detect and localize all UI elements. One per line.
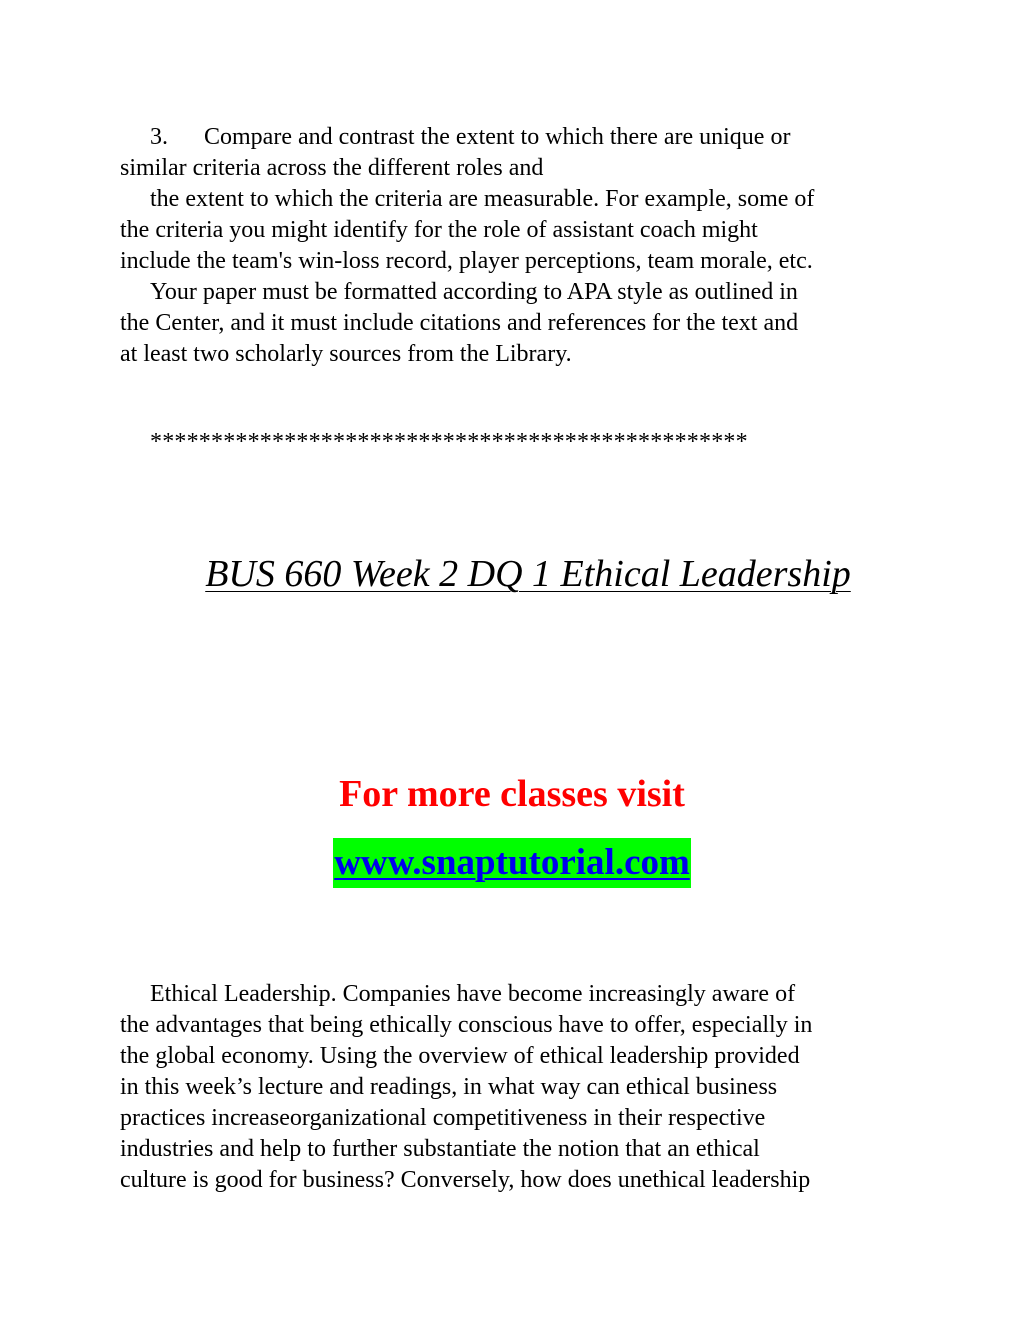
body-line-7: culture is good for business? Conversely, how does unethical leadership xyxy=(120,1167,811,1193)
snaptutorial-link[interactable]: www.snaptutorial.com xyxy=(333,838,691,888)
question-3-line-5: include the team's win-loss record, player perceptions, team morale, etc. xyxy=(120,248,813,274)
question-3-line-1: Compare and contrast the extent to which there are unique or xyxy=(204,124,791,150)
question-3-number: 3. xyxy=(150,124,168,150)
promo-heading: For more classes visit xyxy=(339,773,685,815)
body-line-3: the global economy. Using the overview of ethical leadership provided xyxy=(120,1043,800,1069)
body-line-1: Ethical Leadership. Companies have become increasingly aware of xyxy=(150,981,796,1007)
promo-link-container xyxy=(0,838,1024,888)
question-3-line-3: the extent to which the criteria are measurable. For example, some of xyxy=(150,186,815,212)
body-line-2: the advantages that being ethically conscious have to offer, especially in xyxy=(120,1012,813,1038)
question-3-line-8: at least two scholarly sources from the Library. xyxy=(120,341,572,367)
asterisk-separator: ************************************************* xyxy=(150,429,748,455)
question-3-line-7: the Center, and it must include citations and references for the text and xyxy=(120,310,799,336)
question-3-line-4: the criteria you might identify for the role of assistant coach might xyxy=(120,217,758,243)
document-title: BUS 660 Week 2 DQ 1 Ethical Leadership xyxy=(205,553,851,595)
question-3-line-2: similar criteria across the different roles and xyxy=(120,155,544,181)
body-line-6: industries and help to further substantiate the notion that an ethical xyxy=(120,1136,760,1162)
body-line-4: in this week’s lecture and readings, in what way can ethical business xyxy=(120,1074,778,1100)
question-3-line-6: Your paper must be formatted according to APA style as outlined in xyxy=(150,279,798,305)
question-3-first-line xyxy=(150,122,790,153)
body-line-5: practices increaseorganizational competitiveness in their respective xyxy=(120,1105,766,1131)
